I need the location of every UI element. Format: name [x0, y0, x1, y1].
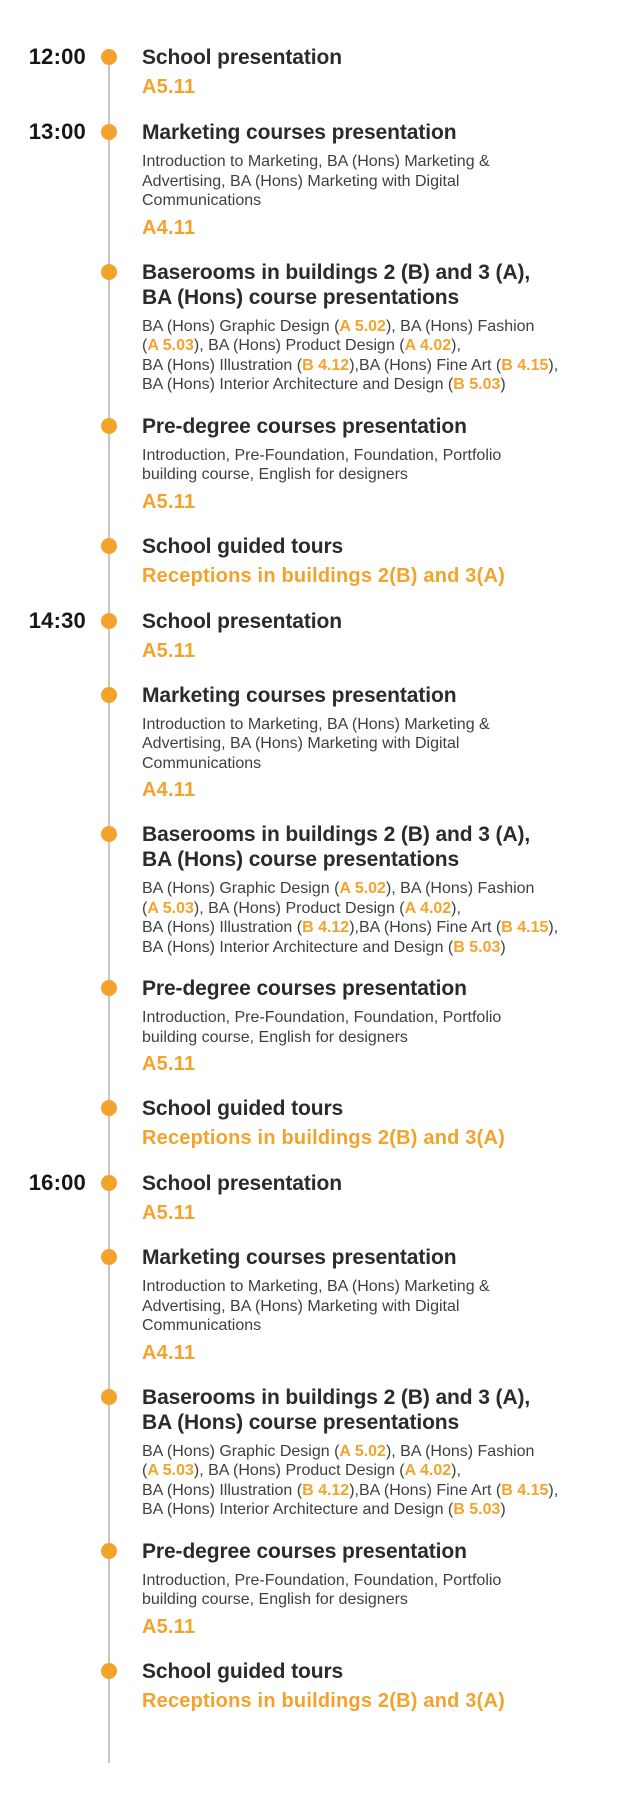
- timeline-event: [0, 976, 631, 1077]
- event-title: [142, 683, 631, 708]
- description-text: ): [500, 938, 506, 956]
- event-location: A4.11: [142, 1341, 196, 1364]
- room-code: B 5.03: [453, 938, 501, 956]
- description-text: Advertising, BA (Hons) Marketing with Digital: [142, 1297, 460, 1315]
- event-location: A5.11: [142, 1615, 196, 1638]
- description-text: ),BA (Hons) Fine Art (: [349, 356, 502, 374]
- event-location: A4.11: [142, 216, 196, 239]
- description-line: [142, 1297, 631, 1317]
- event-title-line: School guided tours: [142, 1097, 344, 1120]
- room-code: A 5.03: [147, 1462, 194, 1479]
- event-description: [142, 446, 631, 485]
- room-code: A 5.02: [339, 317, 386, 335]
- room-code: A 5.02: [339, 1442, 386, 1460]
- description-text: ), BA (Hons) Fashion: [385, 880, 535, 897]
- event-title-line: BA (Hons) course presentations: [142, 848, 460, 871]
- timeline-event: [0, 683, 631, 804]
- event-title-line: BA (Hons) course presentations: [142, 1410, 460, 1434]
- event-description: [142, 1008, 631, 1047]
- timeline-dot-icon: [101, 687, 117, 703]
- event-title-line: Pre-degree courses presentation: [142, 1539, 467, 1563]
- description-text: building course, English for designers: [142, 466, 408, 483]
- room-code: B 4.15: [501, 919, 549, 936]
- description-text: BA (Hons) Illustration (: [142, 356, 303, 374]
- event-title-line: Baserooms in buildings 2 (B) and 3 (A),: [142, 1385, 531, 1409]
- time-label: 14:30: [28, 607, 86, 633]
- room-code: B 4.12: [302, 919, 350, 936]
- description-text: ), BA (Hons) Product Design (: [193, 337, 405, 354]
- description-text: Introduction, Pre-Foundation, Foundation, Portfolio: [142, 1571, 502, 1589]
- description-text: BA (Hons) Interior Architecture and Design (: [142, 938, 454, 956]
- event-title-line: Baserooms in buildings 2 (B) and 3 (A),: [142, 260, 531, 284]
- event-title: [142, 414, 631, 439]
- room-code: B 4.15: [501, 1481, 549, 1499]
- event-title: [142, 1385, 631, 1435]
- description-line: [142, 356, 631, 376]
- description-text: Advertising, BA (Hons) Marketing with Digital: [142, 735, 460, 752]
- description-text: ), BA (Hons) Fashion: [385, 317, 535, 335]
- timeline-dot-icon: [101, 826, 117, 842]
- description-text: ),: [548, 919, 559, 936]
- timeline-event: [0, 1539, 631, 1640]
- time-group: [0, 1171, 631, 1714]
- event-description: [142, 152, 631, 211]
- description-text: Introduction, Pre-Foundation, Foundation, Portfolio: [142, 1009, 502, 1026]
- timeline-event: [0, 1096, 631, 1151]
- description-text: Communications: [142, 754, 262, 772]
- timeline-event: [0, 120, 631, 241]
- event-title: [142, 120, 631, 145]
- room-code: A 4.02: [404, 337, 452, 354]
- description-line: [142, 918, 631, 938]
- event-location: A5.11: [142, 1053, 196, 1075]
- event-location: Receptions in buildings 2(B) and 3(A): [142, 1127, 505, 1149]
- description-line: [142, 1028, 631, 1048]
- event-description: [142, 1442, 631, 1520]
- description-line: [142, 899, 631, 919]
- event-title: [142, 1659, 631, 1684]
- description-text: ): [500, 376, 506, 393]
- description-text: BA (Hons) Illustration (: [142, 1481, 303, 1499]
- time-group: [0, 45, 631, 100]
- event-location: Receptions in buildings 2(B) and 3(A): [142, 564, 505, 587]
- description-text: Advertising, BA (Hons) Marketing with Digital: [142, 172, 460, 190]
- time-label: 12:00: [28, 44, 86, 69]
- description-line: [142, 1500, 631, 1520]
- description-text: ),: [548, 1481, 559, 1499]
- description-line: [142, 879, 631, 899]
- room-code: A 5.03: [147, 337, 194, 354]
- timeline-dot-icon: [101, 1543, 117, 1559]
- description-text: ),: [451, 337, 461, 354]
- timeline-event: [0, 1245, 631, 1366]
- event-location: A5.11: [142, 76, 196, 98]
- timeline-dot-icon: [101, 1249, 117, 1265]
- description-text: Introduction to Marketing, BA (Hons) Marketing &: [142, 1278, 490, 1295]
- event-title: [142, 822, 631, 872]
- event-title: [142, 976, 631, 1001]
- timeline-event: [0, 1171, 631, 1226]
- description-line: [142, 715, 631, 735]
- description-text: ),: [548, 356, 559, 374]
- description-text: ),BA (Hons) Fine Art (: [349, 1481, 502, 1499]
- room-code: B 5.03: [453, 1501, 501, 1518]
- timeline-event: [0, 822, 631, 957]
- event-title-line: Marketing courses presentation: [142, 1246, 457, 1269]
- description-line: [142, 734, 631, 754]
- description-line: [142, 1442, 631, 1462]
- description-text: ),: [451, 1462, 461, 1479]
- timeline-dot-icon: [101, 49, 117, 65]
- description-text: ), BA (Hons) Fashion: [385, 1442, 535, 1460]
- event-title: [142, 260, 631, 310]
- description-text: BA (Hons) Interior Architecture and Design (: [142, 1501, 454, 1518]
- timeline-dot-icon: [101, 980, 117, 996]
- event-title-line: Baserooms in buildings 2 (B) and 3 (A),: [142, 823, 531, 846]
- description-text: ),BA (Hons) Fine Art (: [349, 919, 502, 936]
- timeline-dot-icon: [101, 613, 117, 629]
- event-location: Receptions in buildings 2(B) and 3(A): [142, 1689, 505, 1712]
- description-line: [142, 1481, 631, 1501]
- event-title-line: School guided tours: [142, 534, 344, 558]
- event-description: [142, 317, 631, 395]
- event-title-line: Marketing courses presentation: [142, 683, 457, 707]
- event-title: [142, 609, 631, 634]
- description-line: [142, 1590, 631, 1610]
- timeline-event: [0, 1385, 631, 1520]
- room-code: A 4.02: [404, 1462, 452, 1479]
- event-title: [142, 45, 631, 70]
- description-line: [142, 152, 631, 172]
- description-text: BA (Hons) Graphic Design (: [142, 1442, 340, 1460]
- event-location: A5.11: [142, 639, 196, 662]
- timeline-dot-icon: [101, 1389, 117, 1405]
- timeline-dot-icon: [101, 538, 117, 554]
- event-description: [142, 1571, 631, 1610]
- time-label: 16:00: [28, 1170, 86, 1195]
- event-description: [142, 715, 631, 774]
- description-line: [142, 317, 631, 337]
- room-code: B 4.15: [501, 356, 549, 374]
- description-text: Introduction, Pre-Foundation, Foundation, Portfolio: [142, 446, 502, 464]
- event-title-line: School presentation: [142, 609, 342, 633]
- description-text: building course, English for designers: [142, 1028, 408, 1046]
- description-line: [142, 1461, 631, 1481]
- description-line: [142, 1316, 631, 1336]
- timeline-event: [0, 414, 631, 515]
- timeline-event: [0, 1659, 631, 1714]
- description-text: BA (Hons) Graphic Design (: [142, 880, 340, 897]
- timeline-dot-icon: [101, 264, 117, 280]
- description-text: building course, English for designers: [142, 1591, 408, 1608]
- description-line: [142, 336, 631, 356]
- description-text: ), BA (Hons) Product Design (: [193, 1462, 405, 1479]
- event-title-line: Pre-degree courses presentation: [142, 977, 467, 1000]
- room-code: A 5.02: [339, 880, 386, 897]
- room-code: A 5.03: [147, 899, 194, 917]
- timeline-dot-icon: [101, 418, 117, 434]
- description-text: ), BA (Hons) Product Design (: [193, 899, 405, 917]
- room-code: B 4.12: [302, 1481, 350, 1499]
- event-location: A5.11: [142, 490, 196, 513]
- event-title: [142, 534, 631, 559]
- description-text: ): [500, 1501, 506, 1518]
- event-title-line: BA (Hons) course presentations: [142, 285, 460, 309]
- timeline-event: [0, 609, 631, 664]
- description-text: ),: [451, 899, 461, 917]
- description-text: (: [142, 1462, 148, 1479]
- event-title-line: School presentation: [142, 46, 342, 69]
- room-code: B 4.12: [302, 356, 350, 374]
- timeline-dot-icon: [101, 1100, 117, 1116]
- description-text: Introduction to Marketing, BA (Hons) Marketing &: [142, 715, 490, 733]
- description-line: [142, 1008, 631, 1028]
- event-title: [142, 1171, 631, 1196]
- time-group: [0, 120, 631, 589]
- description-line: [142, 1571, 631, 1591]
- event-title: [142, 1245, 631, 1270]
- description-line: [142, 754, 631, 774]
- description-text: (: [142, 899, 148, 917]
- event-title: [142, 1096, 631, 1121]
- timeline-dot-icon: [101, 124, 117, 140]
- timeline-groups: [0, 45, 631, 1714]
- description-line: [142, 375, 631, 395]
- room-code: B 5.03: [453, 376, 501, 393]
- description-line: [142, 172, 631, 192]
- event-description: [142, 1277, 631, 1336]
- description-text: (: [142, 337, 148, 354]
- description-line: [142, 1277, 631, 1297]
- time-label: 13:00: [28, 119, 86, 144]
- event-title-line: Pre-degree courses presentation: [142, 414, 467, 438]
- description-text: BA (Hons) Interior Architecture and Design (: [142, 376, 454, 393]
- event-location: A4.11: [142, 779, 196, 801]
- event-title-line: School guided tours: [142, 1659, 344, 1683]
- room-code: A 4.02: [404, 899, 452, 917]
- event-title: [142, 1539, 631, 1564]
- description-text: Introduction to Marketing, BA (Hons) Marketing &: [142, 153, 490, 170]
- description-line: [142, 191, 631, 211]
- description-text: BA (Hons) Illustration (: [142, 919, 303, 936]
- event-description: [142, 879, 631, 957]
- event-title-line: Marketing courses presentation: [142, 121, 457, 144]
- description-text: Communications: [142, 192, 262, 209]
- description-line: [142, 938, 631, 958]
- description-text: BA (Hons) Graphic Design (: [142, 317, 340, 335]
- description-line: [142, 446, 631, 466]
- timeline-event: [0, 260, 631, 395]
- description-text: Communications: [142, 1317, 262, 1334]
- timeline-dot-icon: [101, 1663, 117, 1679]
- description-line: [142, 465, 631, 485]
- event-location: A5.11: [142, 1202, 196, 1224]
- timeline-dot-icon: [101, 1175, 117, 1191]
- time-group: [0, 609, 631, 1152]
- timeline-event: [0, 45, 631, 100]
- timeline-event: [0, 534, 631, 589]
- event-title-line: School presentation: [142, 1172, 342, 1195]
